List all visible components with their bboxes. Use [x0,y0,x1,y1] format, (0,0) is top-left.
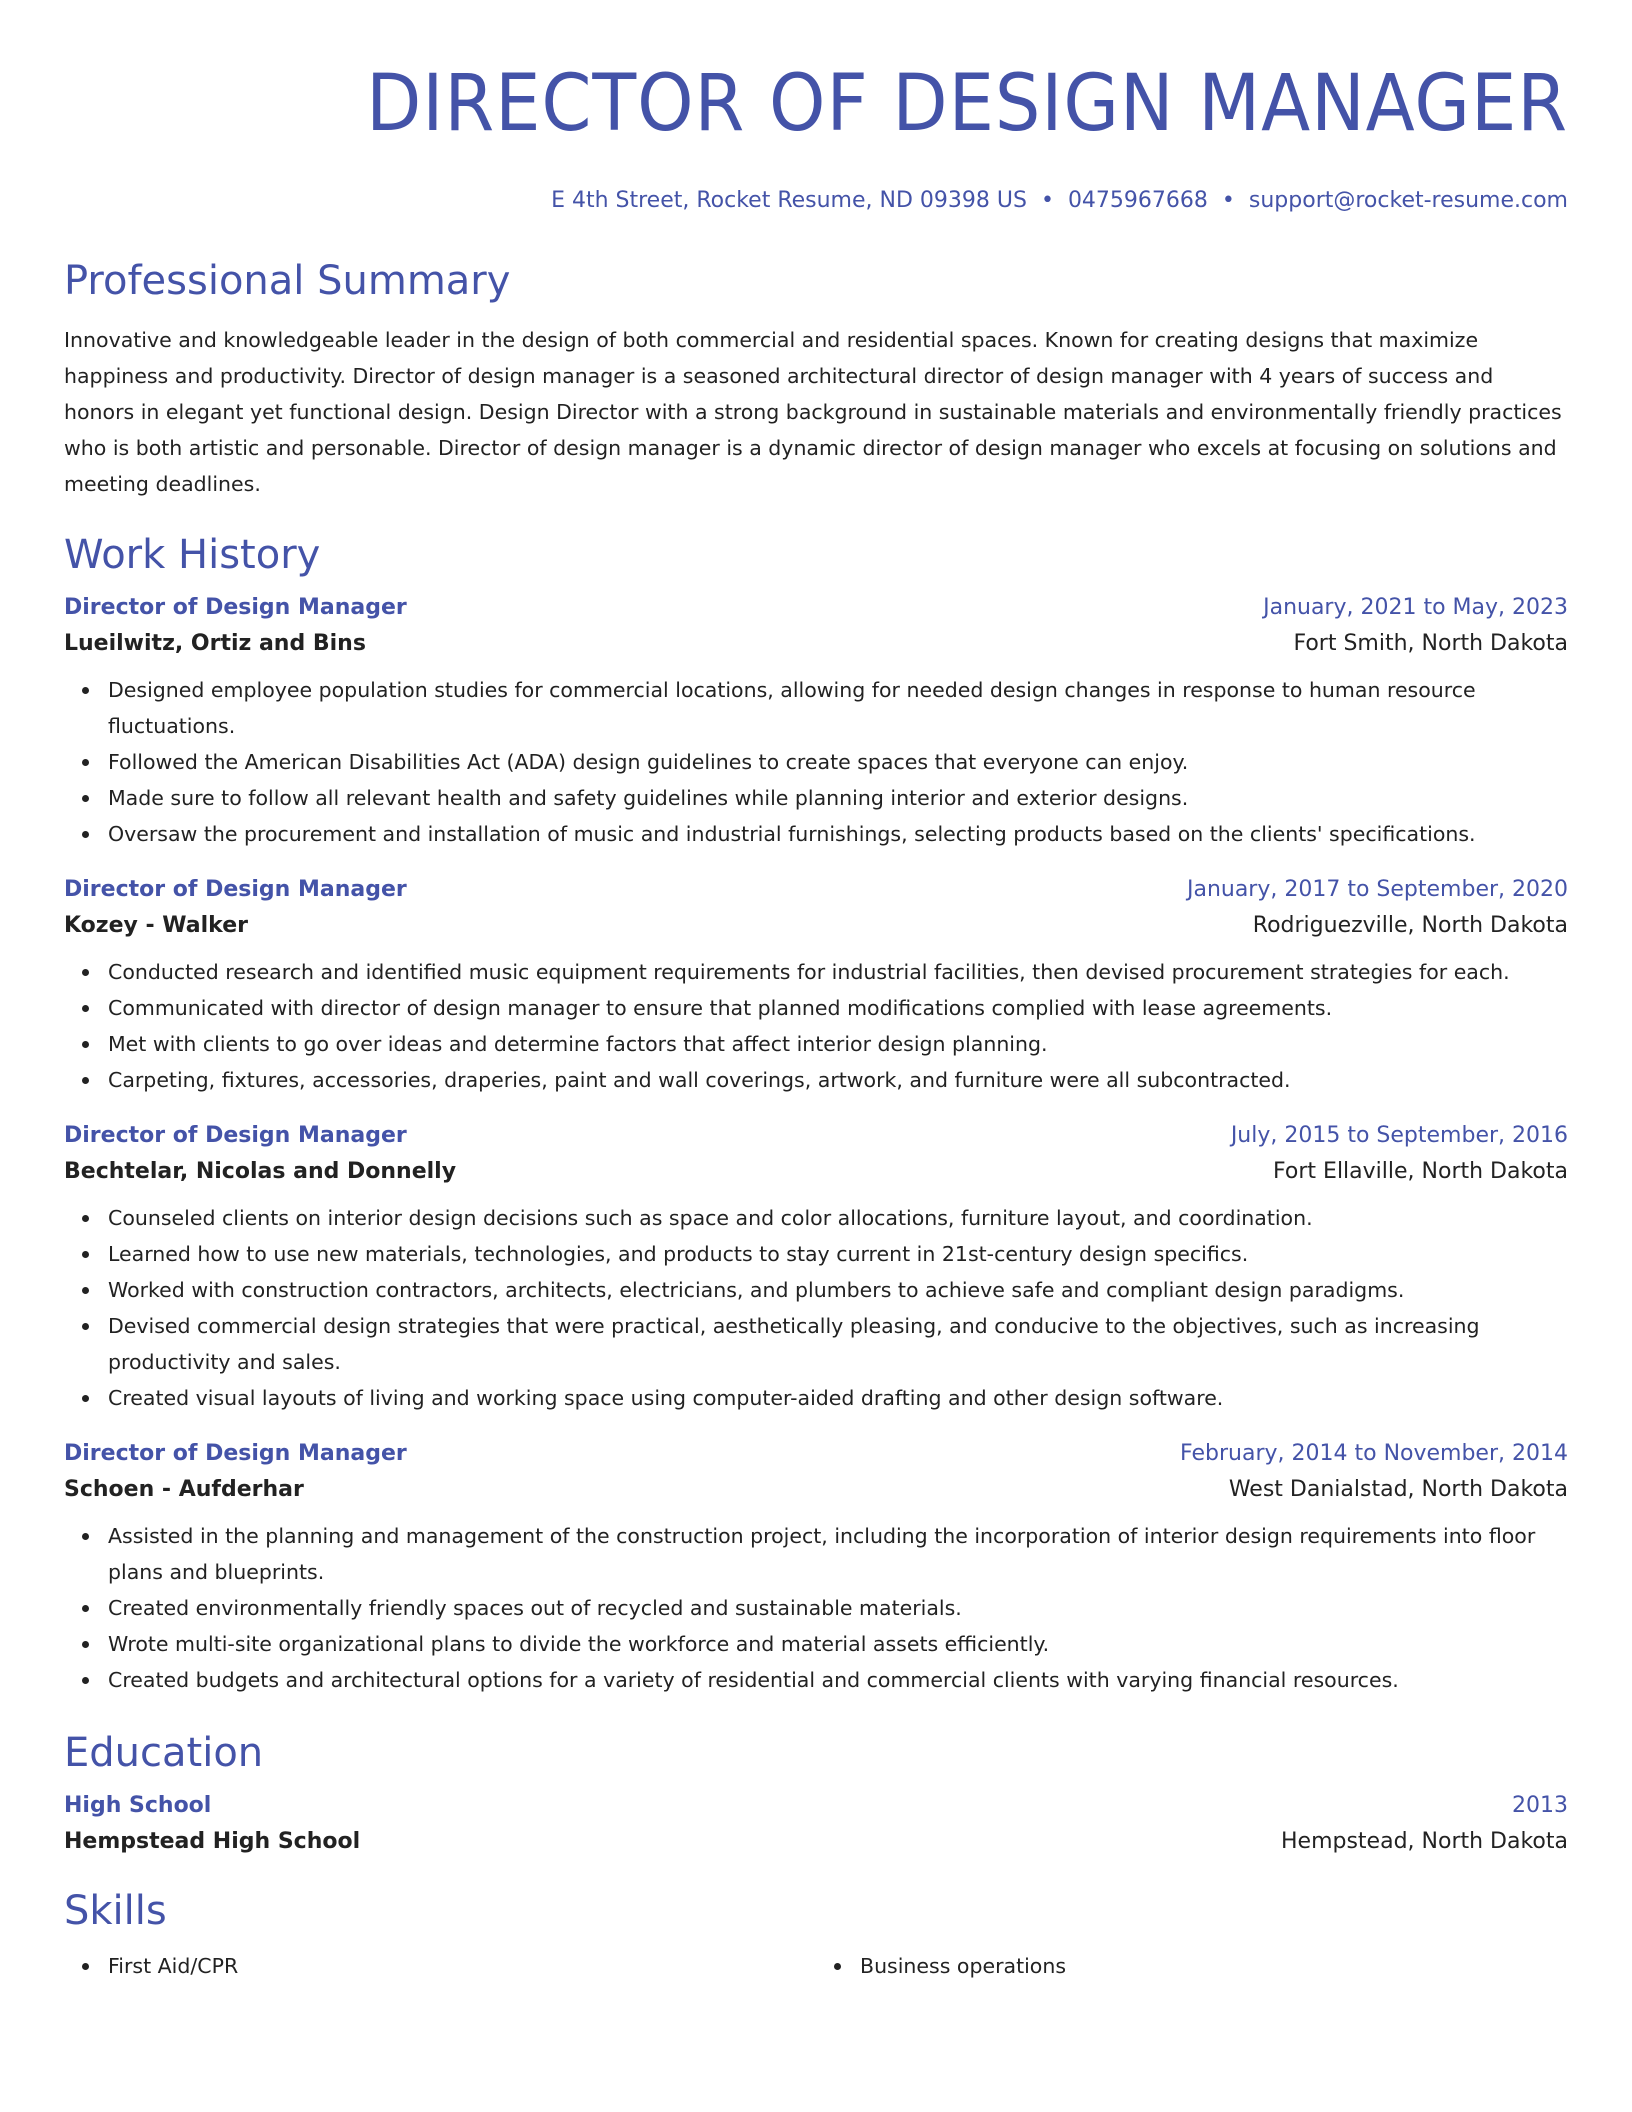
job-dates: January, 2017 to September, 2020 [1186,877,1568,902]
job-entry [64,1120,1568,1416]
job-title: Director of Design Manager [64,595,407,620]
job-bullet-list [64,672,1568,852]
job-bullet: Learned how to use new materials, technologies, and products to stay current in 21st-century design specifics. [108,1236,1568,1272]
job-company: Lueilwitz, Ortiz and Bins [64,631,366,656]
job-bullet-list [64,954,1568,1098]
job-title: Director of Design Manager [64,1123,407,1148]
job-dates: July, 2015 to September, 2016 [1230,1123,1568,1148]
job-location: Rodriguezville, North Dakota [1252,913,1568,938]
job-header-row [64,592,1568,624]
job-company-row [64,1470,1568,1510]
skill-item: First Aid/CPR [108,1948,816,1984]
contact-phone[interactable]: 0475967668 [1067,188,1208,213]
job-header-row [64,1120,1568,1152]
education-school: Hempstead High School [64,1829,361,1854]
section-heading-professional-summary: Professional Summary [64,258,511,304]
resume-title: DIRECTOR OF DESIGN MANAGER [366,59,1568,149]
job-title: Director of Design Manager [64,877,407,902]
job-bullet: Created environmentally friendly spaces out of recycled and sustainable materials. [108,1590,1568,1626]
job-company-row [64,1152,1568,1192]
job-bullet: Created budgets and architectural options for a variety of residential and commercial clients with varying financial resources. [108,1662,1568,1698]
job-bullet: Devised commercial design strategies that were practical, aesthetically pleasing, and conducive to the objectives, such as increasing productivity and sales. [108,1308,1568,1380]
job-bullet: Communicated with director of design manager to ensure that planned modifications complied with lease agreements. [108,990,1568,1026]
job-bullet-list [64,1200,1568,1416]
job-bullet: Designed employee population studies for commercial locations, allowing for needed design changes in response to human resource fluctuations. [108,672,1568,744]
education-degree: High School [64,1793,212,1818]
job-bullet: Met with clients to go over ideas and determine factors that affect interior design planning. [108,1026,1568,1062]
skills-list-left [64,1948,816,1984]
education-school-row [64,1822,1568,1862]
skills-list-right [816,1948,1568,1984]
job-location: West Danialstad, North Dakota [1228,1477,1568,1502]
job-entry [64,592,1568,852]
section-heading-work-history: Work History [64,532,321,578]
job-company-row [64,624,1568,664]
education-header-row [64,1790,1568,1822]
summary-paragraph: Innovative and knowledgeable leader in the design of both commercial and residential spaces. Known for creating designs that maximize happiness and productivity. Director of design manager is a seasoned architectural director of design manager with 4 years of success and honors in elegant yet functional design. Design Director with a strong background in sustainable materials and environmentally friendly practices who is both artistic and personable. Director of design manager is a dynamic director of design manager who excels at focusing on solutions and meeting deadlines. [64,328,1562,496]
job-bullet: Oversaw the procurement and installation of music and industrial furnishings, selecting products based on the clients' specifications. [108,816,1568,852]
contact-email[interactable]: support@rocket-resume.com [1248,188,1568,213]
job-header-row [64,1438,1568,1470]
job-company: Bechtelar, Nicolas and Donnelly [64,1159,457,1184]
job-entry [64,874,1568,1098]
job-dates: February, 2014 to November, 2014 [1180,1441,1568,1466]
job-company-row [64,906,1568,946]
job-company: Schoen - Aufderhar [64,1477,304,1502]
job-title: Director of Design Manager [64,1441,407,1466]
job-location: Fort Smith, North Dakota [1293,631,1568,656]
job-bullet: Wrote multi-site organizational plans to divide the workforce and material assets efficiently. [108,1626,1568,1662]
job-bullet: Created visual layouts of living and working space using computer-aided drafting and other design software. [108,1380,1568,1416]
section-heading-education: Education [64,1730,264,1776]
education-entry [64,1790,1568,1862]
job-header-row [64,874,1568,906]
contact-line [64,186,1568,216]
job-bullet: Worked with construction contractors, architects, electricians, and plumbers to achieve safe and compliant design paradigms. [108,1272,1568,1308]
job-bullet: Assisted in the planning and management of the construction project, including the incorporation of interior design requirements into floor plans and blueprints. [108,1518,1568,1590]
job-company: Kozey - Walker [64,913,248,938]
job-bullet: Made sure to follow all relevant health and safety guidelines while planning interior and exterior designs. [108,780,1568,816]
section-heading-skills: Skills [64,1888,167,1934]
job-bullet-list [64,1518,1568,1698]
job-bullet: Carpeting, fixtures, accessories, draperies, paint and wall coverings, artwork, and furniture were all subcontracted. [108,1062,1568,1098]
job-entry [64,1438,1568,1698]
contact-address: E 4th Street, Rocket Resume, ND 09398 US [551,188,1027,213]
contact-separator-dot: • [1040,188,1054,213]
job-location: Fort Ellaville, North Dakota [1273,1159,1568,1184]
job-bullet: Followed the American Disabilities Act (ADA) design guidelines to create spaces that everyone can enjoy. [108,744,1568,780]
skills-grid [64,1948,1568,1984]
education-location: Hempstead, North Dakota [1281,1829,1568,1854]
education-year: 2013 [1512,1793,1568,1818]
job-dates: January, 2021 to May, 2023 [1263,595,1568,620]
job-bullet: Conducted research and identified music equipment requirements for industrial facilities, then devised procurement strategies for each. [108,954,1568,990]
job-bullet: Counseled clients on interior design decisions such as space and color allocations, furniture layout, and coordination. [108,1200,1568,1236]
contact-separator-dot: • [1221,188,1235,213]
skill-item: Business operations [860,1948,1568,1984]
